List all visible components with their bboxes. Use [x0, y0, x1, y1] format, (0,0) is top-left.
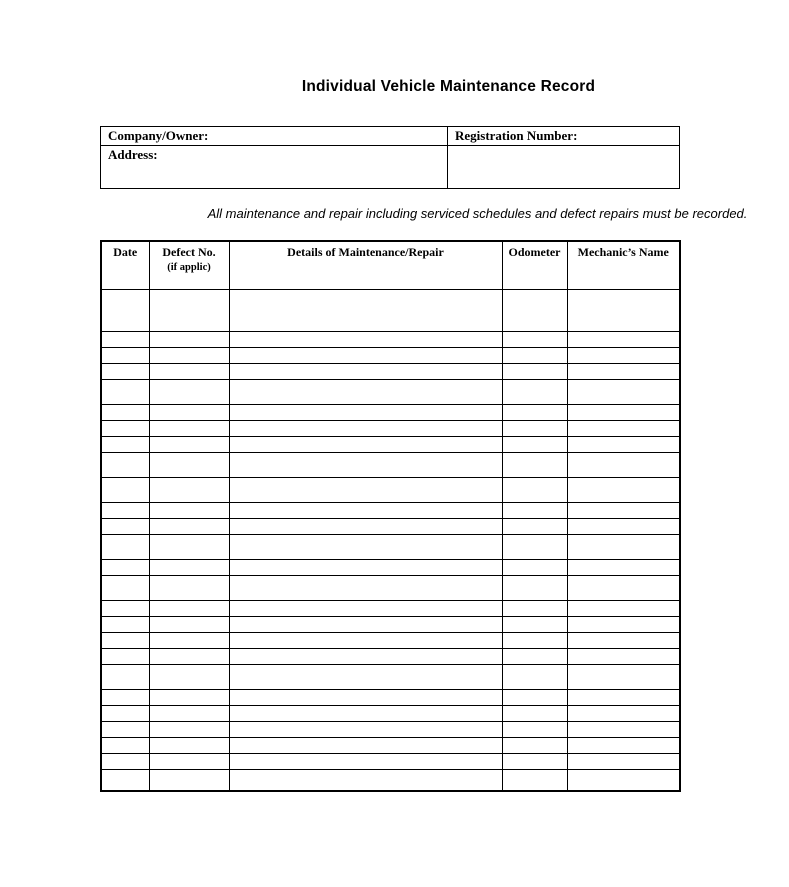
cell-mechanic	[567, 648, 680, 664]
cell-details	[229, 534, 502, 559]
cell-odometer	[502, 753, 567, 769]
cell-date	[101, 502, 149, 518]
table-row	[101, 616, 680, 632]
cell-details	[229, 721, 502, 737]
cell-date	[101, 705, 149, 721]
col-header-odometer	[502, 241, 567, 289]
cell-defect_no	[149, 632, 229, 648]
table-row	[101, 632, 680, 648]
cell-details	[229, 664, 502, 689]
cell-odometer	[502, 559, 567, 575]
col-header-defect-no	[149, 241, 229, 289]
cell-odometer	[502, 721, 567, 737]
cell-details	[229, 477, 502, 502]
cell-odometer	[502, 289, 567, 331]
table-row	[101, 600, 680, 616]
cell-details	[229, 705, 502, 721]
cell-mechanic	[567, 289, 680, 331]
cell-date	[101, 363, 149, 379]
table-row	[101, 575, 680, 600]
table-row	[101, 289, 680, 331]
cell-defect_no	[149, 379, 229, 404]
cell-date	[101, 575, 149, 600]
cell-date	[101, 689, 149, 705]
cell-details	[229, 559, 502, 575]
cell-mechanic	[567, 559, 680, 575]
cell-date	[101, 753, 149, 769]
cell-details	[229, 289, 502, 331]
cell-odometer	[502, 534, 567, 559]
cell-odometer	[502, 689, 567, 705]
cell-defect_no	[149, 616, 229, 632]
cell-details	[229, 753, 502, 769]
cell-date	[101, 600, 149, 616]
cell-defect_no	[149, 648, 229, 664]
cell-details	[229, 575, 502, 600]
cell-mechanic	[567, 753, 680, 769]
table-header-row	[101, 241, 680, 289]
cell-details	[229, 648, 502, 664]
cell-date	[101, 404, 149, 420]
cell-details	[229, 502, 502, 518]
cell-mechanic	[567, 477, 680, 502]
table-row	[101, 534, 680, 559]
cell-date	[101, 721, 149, 737]
cell-defect_no	[149, 289, 229, 331]
table-row	[101, 347, 680, 363]
cell-mechanic	[567, 721, 680, 737]
cell-defect_no	[149, 600, 229, 616]
cell-defect_no	[149, 737, 229, 753]
company-owner-field: Company/Owner:	[101, 127, 448, 146]
cell-date	[101, 477, 149, 502]
cell-date	[101, 534, 149, 559]
cell-defect_no	[149, 721, 229, 737]
cell-odometer	[502, 452, 567, 477]
cell-details	[229, 452, 502, 477]
owner-table-row	[101, 127, 680, 146]
cell-mechanic	[567, 534, 680, 559]
table-row	[101, 420, 680, 436]
cell-mechanic	[567, 436, 680, 452]
cell-defect_no	[149, 753, 229, 769]
table-row	[101, 436, 680, 452]
cell-mechanic	[567, 689, 680, 705]
cell-defect_no	[149, 534, 229, 559]
cell-date	[101, 769, 149, 791]
col-header-mechanic	[567, 241, 680, 289]
cell-defect_no	[149, 347, 229, 363]
column-label: Odometer	[508, 245, 561, 259]
cell-defect_no	[149, 436, 229, 452]
cell-mechanic	[567, 616, 680, 632]
cell-details	[229, 632, 502, 648]
cell-odometer	[502, 616, 567, 632]
registration-value-area	[448, 146, 680, 189]
cell-odometer	[502, 420, 567, 436]
table-row	[101, 502, 680, 518]
cell-defect_no	[149, 452, 229, 477]
table-row	[101, 737, 680, 753]
cell-defect_no	[149, 404, 229, 420]
cell-date	[101, 436, 149, 452]
column-label: Date	[113, 245, 138, 259]
table-row	[101, 705, 680, 721]
table-row	[101, 648, 680, 664]
table-row	[101, 518, 680, 534]
registration-number-field: Registration Number:	[448, 127, 680, 146]
cell-date	[101, 518, 149, 534]
cell-defect_no	[149, 664, 229, 689]
cell-defect_no	[149, 769, 229, 791]
table-row	[101, 689, 680, 705]
cell-date	[101, 420, 149, 436]
cell-details	[229, 436, 502, 452]
cell-defect_no	[149, 331, 229, 347]
maintenance-table-body	[101, 289, 680, 791]
cell-odometer	[502, 632, 567, 648]
cell-defect_no	[149, 363, 229, 379]
cell-mechanic	[567, 420, 680, 436]
cell-details	[229, 347, 502, 363]
cell-mechanic	[567, 363, 680, 379]
maintenance-table	[100, 240, 681, 792]
cell-odometer	[502, 769, 567, 791]
cell-date	[101, 452, 149, 477]
col-header-details	[229, 241, 502, 289]
cell-details	[229, 616, 502, 632]
table-row	[101, 477, 680, 502]
cell-date	[101, 289, 149, 331]
cell-mechanic	[567, 518, 680, 534]
cell-details	[229, 737, 502, 753]
cell-date	[101, 331, 149, 347]
cell-date	[101, 737, 149, 753]
cell-defect_no	[149, 575, 229, 600]
cell-details	[229, 379, 502, 404]
cell-odometer	[502, 363, 567, 379]
cell-details	[229, 518, 502, 534]
table-row	[101, 769, 680, 791]
column-label: Defect No.	[162, 245, 216, 259]
cell-mechanic	[567, 575, 680, 600]
cell-odometer	[502, 705, 567, 721]
column-sublabel: (if applic)	[167, 261, 211, 273]
cell-date	[101, 616, 149, 632]
column-label: Details of Maintenance/Repair	[287, 245, 444, 259]
cell-odometer	[502, 575, 567, 600]
cell-mechanic	[567, 502, 680, 518]
cell-odometer	[502, 737, 567, 753]
cell-mechanic	[567, 379, 680, 404]
cell-mechanic	[567, 404, 680, 420]
table-row	[101, 331, 680, 347]
cell-odometer	[502, 502, 567, 518]
cell-defect_no	[149, 559, 229, 575]
cell-defect_no	[149, 518, 229, 534]
cell-defect_no	[149, 502, 229, 518]
cell-mechanic	[567, 452, 680, 477]
table-row	[101, 721, 680, 737]
cell-mechanic	[567, 664, 680, 689]
address-field: Address:	[101, 146, 448, 189]
cell-defect_no	[149, 477, 229, 502]
cell-details	[229, 363, 502, 379]
cell-odometer	[502, 379, 567, 404]
table-row	[101, 559, 680, 575]
cell-odometer	[502, 404, 567, 420]
col-header-date	[101, 241, 149, 289]
cell-mechanic	[567, 705, 680, 721]
cell-odometer	[502, 518, 567, 534]
cell-mechanic	[567, 769, 680, 791]
cell-date	[101, 347, 149, 363]
cell-mechanic	[567, 347, 680, 363]
cell-mechanic	[567, 600, 680, 616]
cell-mechanic	[567, 632, 680, 648]
table-row	[101, 363, 680, 379]
cell-details	[229, 331, 502, 347]
cell-defect_no	[149, 420, 229, 436]
instruction-text: All maintenance and repair including serviced schedules and defect repairs must be recorded.	[207, 206, 748, 221]
table-row	[101, 404, 680, 420]
cell-odometer	[502, 436, 567, 452]
cell-odometer	[502, 664, 567, 689]
table-row	[101, 664, 680, 689]
cell-defect_no	[149, 689, 229, 705]
cell-details	[229, 689, 502, 705]
table-row	[101, 753, 680, 769]
cell-odometer	[502, 477, 567, 502]
cell-details	[229, 404, 502, 420]
cell-date	[101, 648, 149, 664]
cell-odometer	[502, 648, 567, 664]
page-title: Individual Vehicle Maintenance Record	[301, 78, 596, 95]
cell-details	[229, 420, 502, 436]
cell-odometer	[502, 600, 567, 616]
owner-table-row	[101, 146, 680, 189]
cell-odometer	[502, 347, 567, 363]
cell-details	[229, 769, 502, 791]
table-row	[101, 379, 680, 404]
cell-date	[101, 379, 149, 404]
owner-info-table	[100, 126, 680, 189]
cell-mechanic	[567, 331, 680, 347]
cell-date	[101, 559, 149, 575]
cell-date	[101, 664, 149, 689]
table-row	[101, 452, 680, 477]
column-label: Mechanic’s Name	[577, 245, 669, 259]
cell-mechanic	[567, 737, 680, 753]
cell-defect_no	[149, 705, 229, 721]
cell-details	[229, 600, 502, 616]
cell-odometer	[502, 331, 567, 347]
cell-date	[101, 632, 149, 648]
